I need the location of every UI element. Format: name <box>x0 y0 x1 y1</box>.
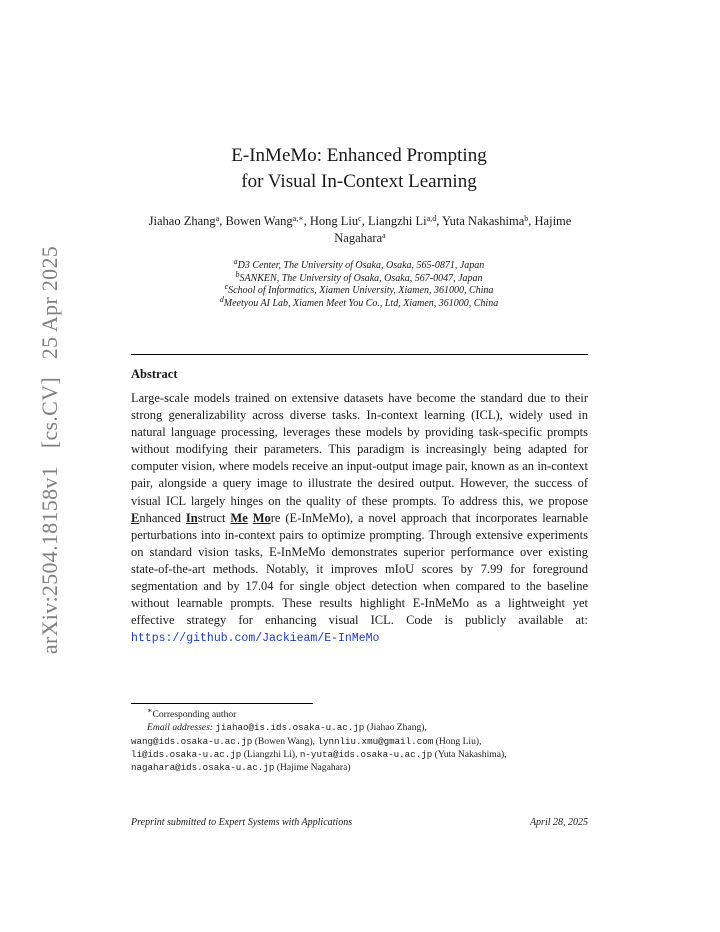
author-list <box>140 213 580 247</box>
affiliation: $^b$SANKEN, The University of Osaka, Osaka, 567-0047, Japan <box>235 269 483 284</box>
arxiv-category: [cs.CV] <box>37 377 62 449</box>
title-line-2: for Visual In-Context Learning <box>241 171 477 192</box>
affiliation: $^a$D3 Center, The University of Osaka, Osaka, 565-0871, Japan <box>233 257 485 271</box>
preprint-note: Preprint submitted to Expert Systems with Applications <box>131 817 353 828</box>
corresponding-author-note: ∗Corresponding author <box>147 706 237 720</box>
abstract-body: Large-scale models trained on extensive datasets have become the standard due to their strong generalizability across diverse tasks. In-context learning (ICL), widely used in natural language processing, leverages these models by providing task-specific prompts without modifying their parameters. This paradigm is increasingly being adapted for computer vision, where models receive an input-output image pair, known as an in-context pair, alongside a query image to illustrate the desired output. However, the success of visual ICL largely hinges on the quality of these prompts. To address this, we propose Enhanced Instruct Me More (E-InMeMo), a novel approach that incorporates learnable perturbations into in-context pairs to optimize prompting. Through extensive experiments on standard vision tasks, E-InMeMo demonstrates superior performance over existing state-of-the-art methods. Notably, it improves mIoU scores by 7.99 for foreground segmentation and by 17.04 for single object detection when compared to the baseline without learnable prompts. These results highlight E-InMeMo as a lightweight yet effective strategy for enhancing visual ICL. Code is publicly available at: https://github.com/Jackieam/E-InMeMo <box>131 391 588 646</box>
arxiv-id: arXiv:2504.18158v1 <box>37 465 62 655</box>
arxiv-date: 25 Apr 2025 <box>37 245 62 360</box>
author: Hong Liu$^c$, <box>309 214 368 228</box>
footnotes <box>131 708 593 774</box>
email-link[interactable]: lynnliu.xmu@gmail.com <box>317 735 434 747</box>
affiliation-list <box>130 257 588 310</box>
email-line: li@ids.osaka-u.ac.jp (Liangzhi Li), n-yuta@ids.osaka-u.ac.jp (Yuta Nakashima), <box>131 748 507 760</box>
email-line: wang@ids.osaka-u.ac.jp (Bowen Wang), lynnliu.xmu@gmail.com (Hong Liu), <box>131 735 482 747</box>
author: Liangzhi Li$^{a,d}$, <box>367 214 442 228</box>
abstract-heading: Abstract <box>131 367 178 381</box>
email-link[interactable]: wang@ids.osaka-u.ac.jp <box>131 735 253 747</box>
paper-title <box>130 143 588 195</box>
footnote-rule <box>131 703 313 704</box>
submission-date: April 28, 2025 <box>529 817 588 828</box>
author: Hajime Nagahara$^a$ <box>334 214 572 245</box>
email-link[interactable]: li@ids.osaka-u.ac.jp <box>131 748 242 760</box>
email-link[interactable]: jiahao@is.ids.osaka-u.ac.jp <box>215 722 365 734</box>
author: Jiahao Zhang$^a$, <box>148 214 226 228</box>
affiliation: $^d$Meetyou AI Lab, Xiamen Meet You Co., Ltd, Xiamen, 361000, China <box>219 294 499 309</box>
author: Yuta Nakashima$^b$, <box>442 214 535 228</box>
affiliation: $^c$School of Informatics, Xiamen University, Xiamen, 361000, China <box>224 282 494 296</box>
email-line: Email addresses: jiahao@is.ids.osaka-u.ac.jp (Jiahao Zhang), <box>147 722 427 734</box>
arxiv-identifier-stamp <box>37 240 63 660</box>
code-link[interactable]: https://github.com/Jackieam/E-InMeMo <box>131 632 380 646</box>
email-line: nagahara@ids.osaka-u.ac.jp (Hajime Nagahara) <box>131 762 351 774</box>
title-line-1: E-InMeMo: Enhanced Prompting <box>231 145 487 166</box>
abstract-top-rule <box>131 354 588 355</box>
author: Bowen Wang$^{a,∗}$, <box>225 214 310 228</box>
email-link[interactable]: nagahara@ids.osaka-u.ac.jp <box>131 762 275 774</box>
email-link[interactable]: n-yuta@ids.osaka-u.ac.jp <box>299 748 433 760</box>
